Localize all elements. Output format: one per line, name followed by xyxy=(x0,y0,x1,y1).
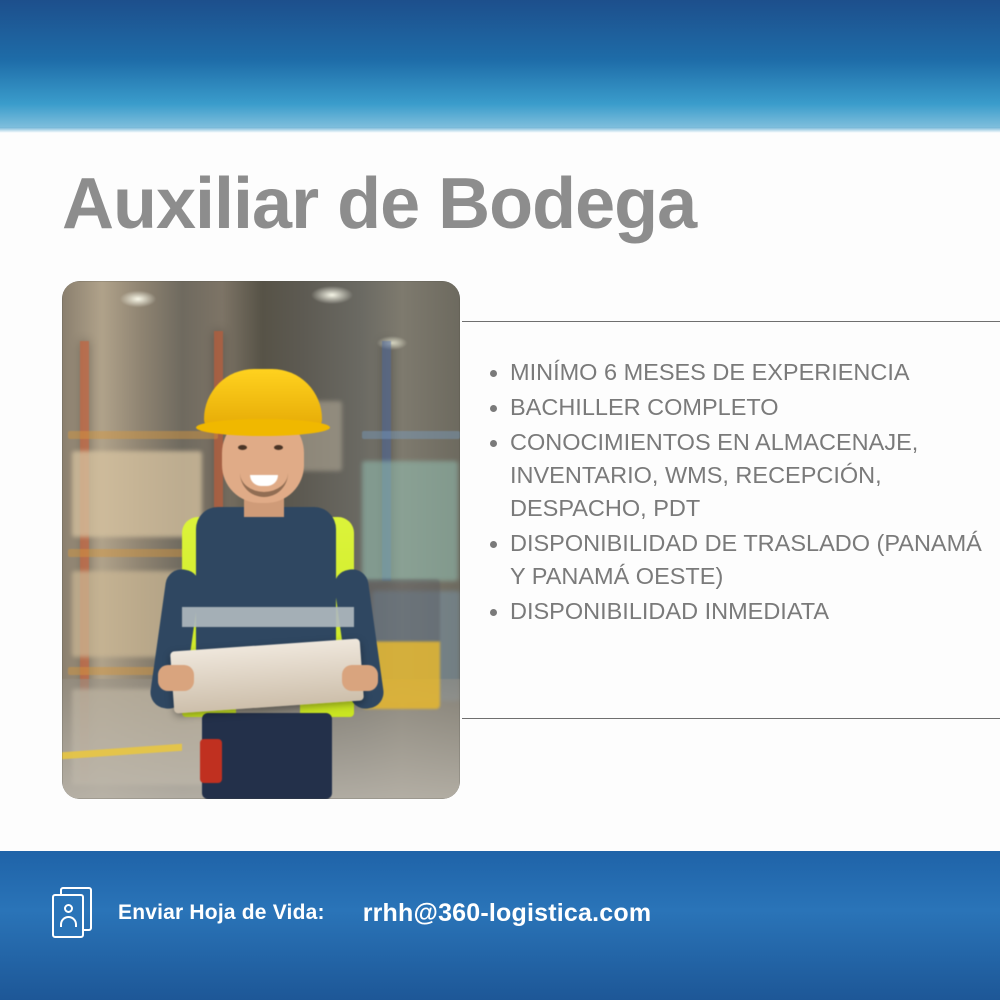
page-title: Auxiliar de Bodega xyxy=(62,164,697,244)
person-body-shape xyxy=(60,916,77,927)
list-item: DISPONIBILIDAD DE TRASLADO (PANAMÁ Y PANAMÁ OESTE) xyxy=(484,527,994,593)
worker-hand-left xyxy=(158,665,194,691)
worker-eye xyxy=(238,445,247,450)
worker-hand-right xyxy=(342,665,378,691)
photo-background xyxy=(62,281,460,799)
contact-footer xyxy=(0,851,1000,1000)
list-item: MINÍMO 6 MESES DE EXPERIENCIA xyxy=(484,356,994,389)
reflective-band xyxy=(182,607,354,627)
handheld-radio xyxy=(200,739,222,783)
person-head-shape xyxy=(64,904,73,913)
list-item: BACHILLER COMPLETO xyxy=(484,391,994,424)
poster-body xyxy=(0,133,1000,851)
requirements-panel xyxy=(462,321,1000,719)
list-item: DISPONIBILIDAD INMEDIATA xyxy=(484,595,994,628)
worker-figure xyxy=(152,369,382,799)
carried-box xyxy=(170,638,364,713)
footer-content xyxy=(52,887,651,939)
warehouse-worker-photo xyxy=(62,281,460,799)
requirements-list xyxy=(484,356,994,630)
list-item: CONOCIMIENTOS EN ALMACENAJE, INVENTARIO, WMS, RECEPCIÓN, DESPACHO, PDT xyxy=(484,426,994,525)
footer-label: Enviar Hoja de Vida: xyxy=(118,901,325,924)
worker-eye xyxy=(274,445,283,450)
header-gradient-band xyxy=(0,0,1000,133)
hard-hat-brim xyxy=(196,419,330,436)
document-person-icon xyxy=(52,887,96,939)
contact-email[interactable]: rrhh@360-logistica.com xyxy=(362,898,652,927)
